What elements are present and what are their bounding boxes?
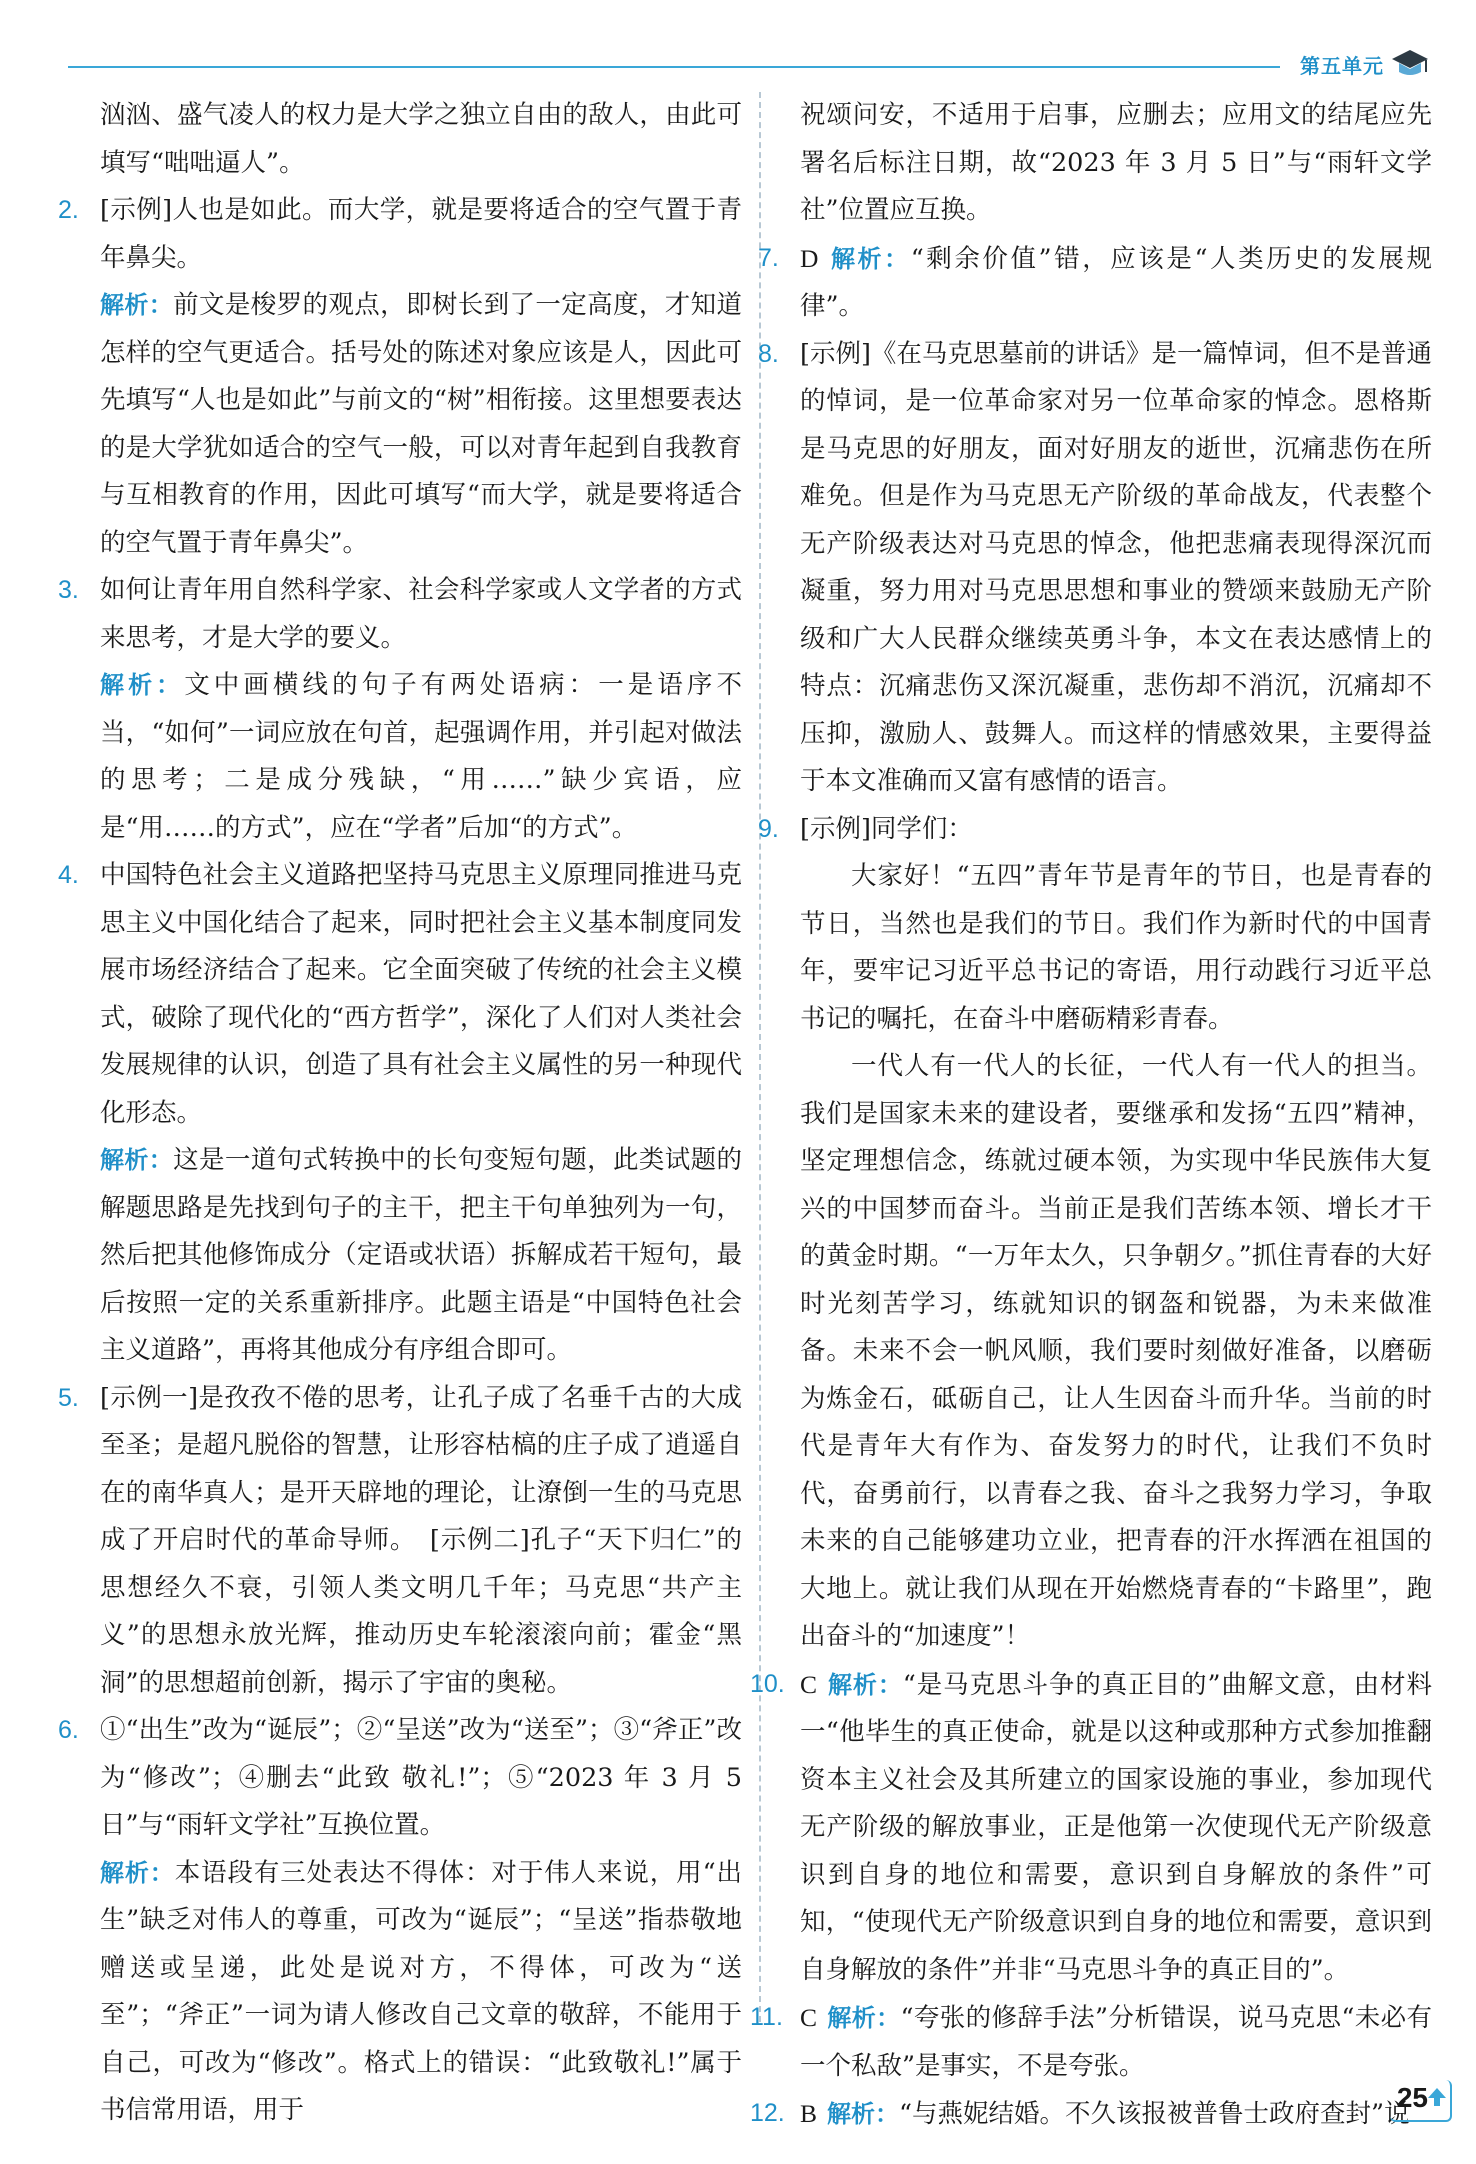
- analysis-text: 这是一道句式转换中的长句变短句题，此类试题的解题思路是先找到句子的主干，把主干句单独列为一句，然后把其他修饰成分（定语或状语）拆解成若干短句，最后按照一定的关系重新排序。此题主语是“中国特色社会主义道路”，再将其他成分有序组合即可。: [100, 1145, 742, 1365]
- analysis-label: 解析：: [100, 1146, 174, 1174]
- question-number: 6.: [58, 1716, 79, 1744]
- answer-item-12: [750, 2090, 1432, 2139]
- analysis-block: [100, 662, 742, 852]
- analysis-label: 解析：: [827, 1670, 903, 1699]
- answer-item-6: [58, 1707, 742, 2135]
- unit-title: 第五单元: [1300, 54, 1384, 78]
- question-number: 5.: [58, 1383, 79, 1412]
- answer-item-4: [58, 852, 742, 1375]
- analysis-text: 本语段有三处表达不得体：对于伟人来说，用“出生”缺乏对伟人的尊重，可改为“诞辰”；“呈送”指恭敬地赠送或呈递，此处是说对方，不得体，可改为“送至”；“斧正”一词为请人修改自己文章的敬辞，不能用于自己，可改为“修改”。格式上的错误：“此致敬礼!”属于书信常用语，用于: [100, 1857, 742, 2125]
- answer-choice: C: [800, 1669, 818, 1699]
- question-number: 7.: [758, 243, 779, 272]
- answer-text: [示例]《在马克思墓前的讲话》是一篇悼词，但不是普通的悼词，是一位革命家对另一位革命家的悼念。恩格斯是马克思的好朋友，面对好朋友的逝世，沉痛悲伤在所难免。但是作为马克思无产阶级的革命战友，代表整个无产阶级表达对马克思的悼念，他把悲痛表现得深沉而凝重，努力用对马克思思想和事业的赞颂来鼓励无产阶级和广大人民群众继续英勇斗争，本文在表达感情上的特点：沉痛悲伤又深沉凝重，悲伤却不消沉，沉痛却不压抑，激励人、鼓舞人。而这样的情感效果，主要得益于本文准确而又富有感情的语言。: [800, 338, 1432, 796]
- question-number: 2.: [58, 196, 79, 224]
- answer-line: [800, 235, 1432, 331]
- analysis-text: “夸张的修辞手法”分析错误，说马克思“未必有一个私敌”是事实，不是夸张。: [800, 2003, 1432, 2081]
- speech-paragraph: 一代人有一代人的长征，一代人有一代人的担当。我们是国家未来的建设者，要继承和发扬“五四”精神，坚定理想信念，练就过硬本领，为实现中华民族伟大复兴的中国梦而奋斗。当前正是我们苦练本领、增长才干的黄金时期。“一万年太久，只争朝夕。”抓住青春的大好时光刻苦学习，练就知识的钢盔和锐器，为未来做准备。未来不会一帆风顺，我们要时刻做好准备，以磨砺为炼金石，砥砺自己，让人生因奋斗而升华。当前的时代是青年大有作为、奋发努力的时代，让我们不负时代，奋勇前行，以青春之我、奋斗之我努力学习，争取未来的自己能够建功立业，把青春的汗水挥洒在祖国的大地上。就让我们从现在开始燃烧青春的“卡路里”，跑出奋斗的“加速度”！: [800, 1051, 1432, 1651]
- answer-line: [800, 1994, 1432, 2090]
- analysis-text: 文中画横线的句子有两处语病：一是语序不当，“如何”一词应放在句首，起强调作用，并引起对做法的思考；二是成分残缺，“用……”缺少宾语，应是“用……的方式”，应在“学者”后加“的方式”。: [100, 670, 742, 843]
- question-number: 3.: [58, 576, 79, 604]
- answer-choice: D: [800, 243, 819, 273]
- answer-item-5: [58, 1375, 742, 1708]
- question-number: 9.: [758, 814, 779, 843]
- analysis-text: “剩余价值”错，应该是“人类历史的发展规律”。: [800, 243, 1432, 321]
- answer-item-3: [58, 567, 742, 852]
- analysis-text: “是马克思斗争的真正目的”曲解文意，由材料一“他毕生的真正使命，就是以这种或那种方式参加推翻资本主义社会及其所建立的国家设施的事业，参加现代无产阶级的解放事业，正是他第一次使现代无产阶级意识到自身的地位和需要，意识到自身解放的条件”可知，“使现代无产阶级意识到自身的地位和需要，意识到自身解放的条件”并非“马克思斗争的真正目的”。: [800, 1669, 1432, 1985]
- answer-text: [示例]人也是如此。而大学，就是要将适合的空气置于青年鼻尖。: [100, 195, 742, 273]
- answer-item-2: [58, 187, 742, 567]
- analysis-label: 解析：: [827, 2004, 901, 2032]
- analysis-label: 解析：: [827, 2100, 900, 2128]
- question-number: 4.: [58, 861, 79, 889]
- answer-item-11: [750, 1994, 1432, 2090]
- answer-item-8: [758, 331, 1432, 806]
- question-number: 8.: [758, 339, 779, 368]
- left-column: [58, 92, 742, 2135]
- up-arrow-icon: [1426, 2086, 1448, 2108]
- answer-choice: B: [800, 2099, 818, 2128]
- analysis-label: 解析：: [100, 1858, 175, 1887]
- right-column: [750, 92, 1432, 2139]
- analysis-label: 解析：: [828, 244, 911, 273]
- answer-line: [800, 1661, 1432, 1995]
- continued-text: 祝颂问安，不适用于启事，应删去；应用文的结尾应先署名后标注日期，故“2023 年 3 月 5 日”与“雨轩文学社”位置应互换。: [800, 100, 1432, 225]
- analysis-label: 解析：: [100, 671, 185, 699]
- page-header: [68, 50, 1436, 84]
- analysis-text: 前文是梭罗的观点，即树长到了一定高度，才知道怎样的空气更适合。括号处的陈述对象应该是人，因此可先填写“人也是如此”与前文的“树”相衔接。这里想要表达的是大学犹如适合的空气一般，可以对青年起到自我教育与互相教育的作用，因此可填写“而大学，就是要将适合的空气置于青年鼻尖”。: [100, 290, 742, 558]
- answer-text: 中国特色社会主义道路把坚持马克思主义原理同推进马克思主义中国化结合了起来，同时把社会主义基本制度同发展市场经济结合了起来。它全面突破了传统的社会主义模式，破除了现代化的“西方哲学”，深化了人们对人类社会发展规律的认识，创造了具有社会主义属性的另一种现代化形态。: [100, 860, 742, 1128]
- continued-text: 汹汹、盛气凌人的权力是大学之独立自由的敌人，由此可填写“咄咄逼人”。: [100, 100, 742, 178]
- speech-paragraph: 大家好！“五四”青年节是青年的节日，也是青春的节日，当然也是我们的节日。我们作为新时代的中国青年，要牢记习近平总书记的寄语，用行动践行习近平总书记的嘱托，在奋斗中磨砺精彩青春。: [800, 861, 1432, 1034]
- analysis-block: [100, 282, 742, 567]
- continued-answer-left: [100, 92, 742, 187]
- answer-item-10: [750, 1661, 1432, 1995]
- graduation-cap-icon: [1390, 46, 1430, 82]
- answer-text: ①“出生”改为“诞辰”；②“呈送”改为“送至”；③“斧正”改为“修改”；④删去“此致 敬礼!”；⑤“2023 年 3 月 5 日”与“雨轩文学社”互换位置。: [100, 1715, 742, 1840]
- analysis-block: [100, 1850, 742, 2135]
- continued-answer-right: [800, 92, 1432, 235]
- page-number: 25: [1396, 2082, 1428, 2113]
- answer-item-9: [758, 806, 1432, 1661]
- analysis-text: “与燕妮结婚。不久该报被普鲁士政府查封”说: [899, 2099, 1410, 2129]
- analysis-label: 解析：: [100, 291, 174, 319]
- answer-choice: C: [800, 2003, 818, 2032]
- question-number: 12.: [750, 2099, 785, 2127]
- answer-text: 如何让青年用自然科学家、社会科学家或人文学者的方式来思考，才是大学的要义。: [100, 575, 742, 653]
- question-number: 10.: [750, 1669, 785, 1698]
- analysis-block: [100, 1137, 742, 1375]
- answer-line: [800, 2090, 1432, 2139]
- answer-text: [示例]同学们：: [800, 813, 973, 844]
- answer-item-7: [758, 235, 1432, 331]
- column-divider: [759, 92, 761, 2022]
- question-number: 11.: [750, 2003, 783, 2031]
- answer-text: [示例一]是孜孜不倦的思考，让孔子成了名垂千古的大成至圣；是超凡脱俗的智慧，让形容枯槁的庄子成了逍遥自在的南华真人；是开天辟地的理论，让潦倒一生的马克思成了开启时代的革命导师。 [示例二]孔子“天下归仁”的思想经久不衰，引领人类文明几千年；马克思“共产主义”的思想永放光辉，推动历史车轮滚滚向前；霍金“黑洞”的思想超前创新，揭示了宇宙的奥秘。: [100, 1382, 742, 1698]
- header-rule: [68, 66, 1280, 68]
